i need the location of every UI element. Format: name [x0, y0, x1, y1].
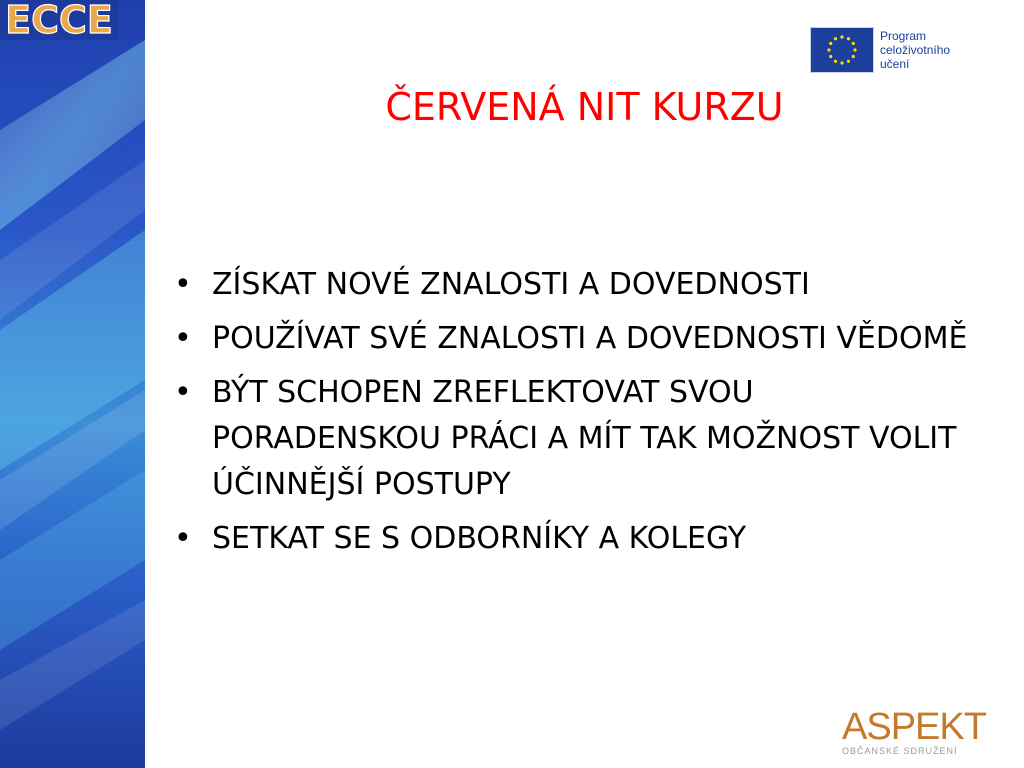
eu-programme-line-2: celoživotního	[880, 43, 951, 57]
bullet-list	[170, 262, 980, 570]
band-swoosh-graphic	[0, 0, 145, 768]
aspekt-logo	[842, 708, 992, 758]
eu-programme-logo	[810, 25, 980, 75]
bullet-item: • POUŽÍVAT SVÉ ZNALOSTI A DOVEDNOSTI VĚDOMĚ	[170, 316, 980, 362]
left-decorative-band	[0, 0, 145, 768]
eu-flag-icon	[810, 27, 874, 73]
slide-title: ČERVENÁ NIT KURZU	[385, 85, 784, 129]
eu-programme-text	[880, 29, 950, 71]
eu-programme-line-1: Program	[880, 29, 927, 43]
aspekt-logo-subtitle: OBČANSKÉ SDRUŽENÍ	[842, 746, 958, 756]
aspekt-logo-name: ASPEKT	[842, 706, 986, 748]
ecce-logo-text: ECCE	[5, 0, 113, 40]
bullet-item: • BÝT SCHOPEN ZREFLEKTOVAT SVOU PORADENSKOU PRÁCI A MÍT TAK MOŽNOST VOLIT ÚČINNĚJŠÍ POSTUPY	[170, 370, 980, 508]
bullet-item: • ZÍSKAT NOVÉ ZNALOSTI A DOVEDNOSTI	[170, 262, 980, 308]
ecce-logo	[0, 0, 118, 40]
bullet-item: • SETKAT SE S ODBORNÍKY A KOLEGY	[170, 516, 980, 562]
eu-programme-line-3: učení	[880, 57, 910, 71]
